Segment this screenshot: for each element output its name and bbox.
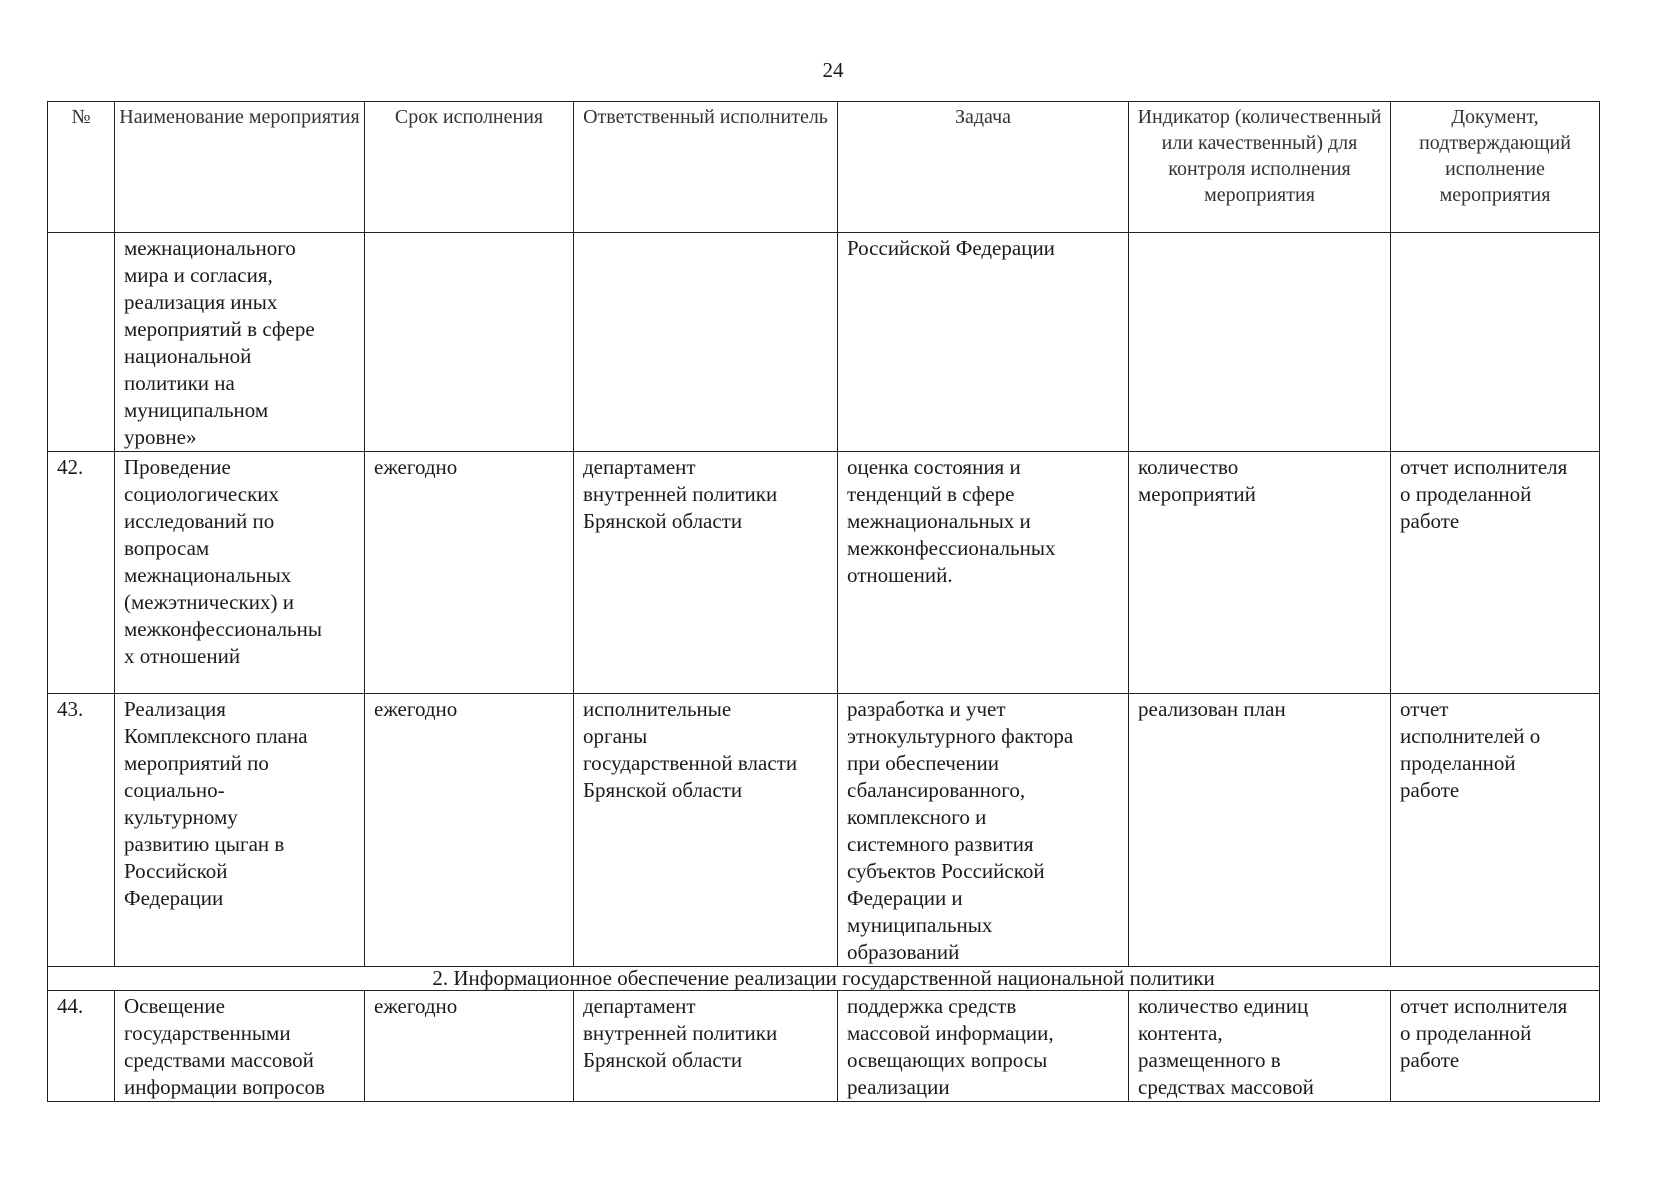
section-header-row (48, 967, 1600, 991)
header-document: Документ, подтверждающий исполнение мероприятия (1391, 102, 1600, 233)
header-indicator: Индикатор (количественный или качественный) для контроля исполнения мероприятия (1129, 102, 1391, 233)
cell-indicator: реализован план (1129, 694, 1391, 967)
cell-number: 44. (48, 991, 115, 1102)
cell-indicator: количество единиц контента, размещенного в средствах массовой (1129, 991, 1391, 1102)
table-row (48, 694, 1600, 967)
cell-measure-name: межнационального мира и согласия, реализация иных мероприятий в сфере национальной политики на муниципальном уровне» (115, 233, 365, 452)
cell-number (48, 233, 115, 452)
cell-task: разработка и учет этнокультурного фактора при обеспечении сбалансированного, комплексного и системного развития субъектов Российской Федерации и муниципальных образований (838, 694, 1129, 967)
table-header-row (48, 102, 1600, 233)
measures-table (47, 101, 1600, 1102)
cell-responsible: департамент внутренней политики Брянской области (574, 452, 838, 694)
cell-responsible (574, 233, 838, 452)
cell-document (1391, 233, 1600, 452)
header-measure-name: Наименование мероприятия (115, 102, 365, 233)
section-title: 2. Информационное обеспечение реализации государственной национальной политики (48, 967, 1600, 991)
cell-task: оценка состояния и тенденций в сфере межнациональных и межконфессиональных отношений. (838, 452, 1129, 694)
cell-indicator (1129, 233, 1391, 452)
header-number: № (48, 102, 115, 233)
cell-deadline: ежегодно (365, 991, 574, 1102)
cell-measure-name: Освещение государственными средствами массовой информации вопросов (115, 991, 365, 1102)
cell-measure-name: Реализация Комплексного плана мероприятий по социально- культурному развитию цыган в Российской Федерации (115, 694, 365, 967)
cell-document: отчет исполнителя о проделанной работе (1391, 991, 1600, 1102)
cell-deadline: ежегодно (365, 694, 574, 967)
cell-indicator: количество мероприятий (1129, 452, 1391, 694)
header-responsible: Ответственный исполнитель (574, 102, 838, 233)
table-row (48, 452, 1600, 694)
cell-task: поддержка средств массовой информации, освещающих вопросы реализации (838, 991, 1129, 1102)
cell-document: отчет исполнителя о проделанной работе (1391, 452, 1600, 694)
cell-deadline: ежегодно (365, 452, 574, 694)
cell-deadline (365, 233, 574, 452)
page-number: 24 (822, 58, 844, 82)
table-row (48, 991, 1600, 1102)
cell-measure-name: Проведение социологических исследований по вопросам межнациональных (межэтнических) и межконфессиональны х отношений (115, 452, 365, 694)
header-task: Задача (838, 102, 1129, 233)
cell-responsible: исполнительные органы государственной власти Брянской области (574, 694, 838, 967)
cell-number: 42. (48, 452, 115, 694)
cell-number: 43. (48, 694, 115, 967)
header-deadline: Срок исполнения (365, 102, 574, 233)
cell-document: отчет исполнителей о проделанной работе (1391, 694, 1600, 967)
cell-responsible: департамент внутренней политики Брянской области (574, 991, 838, 1102)
cell-task: Российской Федерации (838, 233, 1129, 452)
table-row (48, 233, 1600, 452)
